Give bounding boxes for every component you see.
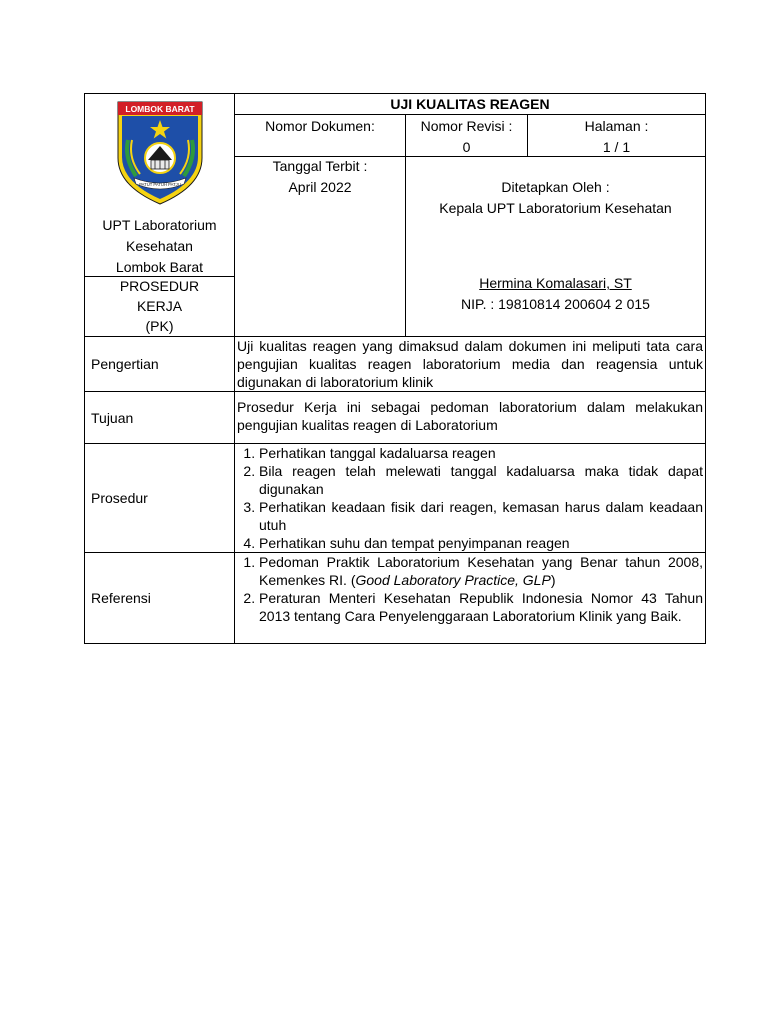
signer-nip: NIP. : 19810814 200604 2 015	[461, 296, 650, 312]
referensi-content	[235, 553, 706, 644]
org-name-line2: Kesehatan	[126, 238, 193, 254]
ditetapkan-label: Ditetapkan Oleh :	[501, 179, 610, 195]
org-cell	[85, 94, 235, 277]
tanggal-terbit-label: Tanggal Terbit :	[272, 158, 368, 174]
doc-type-line1: PROSEDUR	[119, 278, 200, 294]
org-name-line3: Lombok Barat	[115, 259, 204, 275]
sop-document	[84, 93, 705, 644]
prosedur-item: 2. Bila reagen telah melewati tanggal kadaluarsa maka tidak dapat digunakan	[259, 462, 703, 498]
prosedur-label: Prosedur	[85, 444, 235, 553]
doc-type-line3: (PK)	[145, 318, 174, 334]
tujuan-text: Prosedur Kerja ini sebagai pedoman laboratorium dalam melakukan pengujian kualitas reagen di Laboratorium	[235, 392, 706, 444]
nomor-revisi-cell	[406, 115, 528, 157]
pengertian-label: Pengertian	[85, 337, 235, 392]
halaman-cell	[528, 115, 706, 157]
prosedur-item: 4. Perhatikan suhu dan tempat penyimpanan reagen	[259, 534, 703, 552]
prosedur-content	[235, 444, 706, 553]
referensi-item	[259, 553, 703, 589]
referensi-item1-text: Pedoman Praktik Laboratorium Kesehatan yang Benar tahun 2008, Kemenkes RI. (	[259, 554, 703, 588]
nomor-dokumen-cell	[235, 115, 406, 157]
referensi-item1-close: )	[550, 572, 556, 588]
prosedur-item: 3. Perhatikan keadaan fisik dari reagen, kemasan harus dalam keadaan utuh	[259, 498, 703, 534]
referensi-list	[237, 553, 703, 625]
referensi-label: Referensi	[85, 553, 235, 644]
referensi-item1-italic: Good Laboratory Practice, GLP	[355, 572, 551, 588]
logo-motto: PATUT PATUH PATJU	[138, 182, 181, 187]
nomor-dokumen-label: Nomor Dokumen:	[265, 118, 375, 134]
signer-name: Hermina Komalasari, ST	[479, 275, 632, 291]
ditetapkan-cell	[406, 157, 706, 337]
nomor-revisi-value: 0	[462, 139, 471, 155]
lombok-barat-emblem	[114, 100, 206, 206]
tanggal-terbit-value: April 2022	[288, 179, 352, 195]
pengertian-text: Uji kualitas reagen yang dimaksud dalam dokumen ini meliputi tata cara pengujian kualitas reagen laboratorium media dan reagensia untuk digunakan di laboratorium klinik	[235, 337, 706, 392]
org-name	[87, 216, 232, 276]
ditetapkan-value: Kepala UPT Laboratorium Kesehatan	[439, 200, 672, 216]
nomor-revisi-label: Nomor Revisi :	[420, 118, 513, 134]
document-title: UJI KUALITAS REAGEN	[235, 94, 706, 115]
org-name-line1: UPT Laboratorium	[102, 217, 217, 233]
referensi-item: 2. Peraturan Menteri Kesehatan Republik Indonesia Nomor 43 Tahun 2013 tentang Cara Penyelenggaraan Laboratorium Klinik yang Baik.	[259, 589, 703, 625]
logo-text: LOMBOK BARAT	[124, 104, 195, 114]
prosedur-list	[237, 444, 703, 552]
doc-type-cell	[85, 277, 235, 337]
sop-table	[84, 93, 706, 644]
tanggal-terbit-cell	[235, 157, 406, 337]
doc-type-line2: KERJA	[136, 298, 183, 314]
tujuan-label: Tujuan	[85, 392, 235, 444]
halaman-value: 1 / 1	[602, 139, 631, 155]
halaman-label: Halaman :	[584, 118, 649, 134]
prosedur-item: 1. Perhatikan tanggal kadaluarsa reagen	[259, 444, 703, 462]
